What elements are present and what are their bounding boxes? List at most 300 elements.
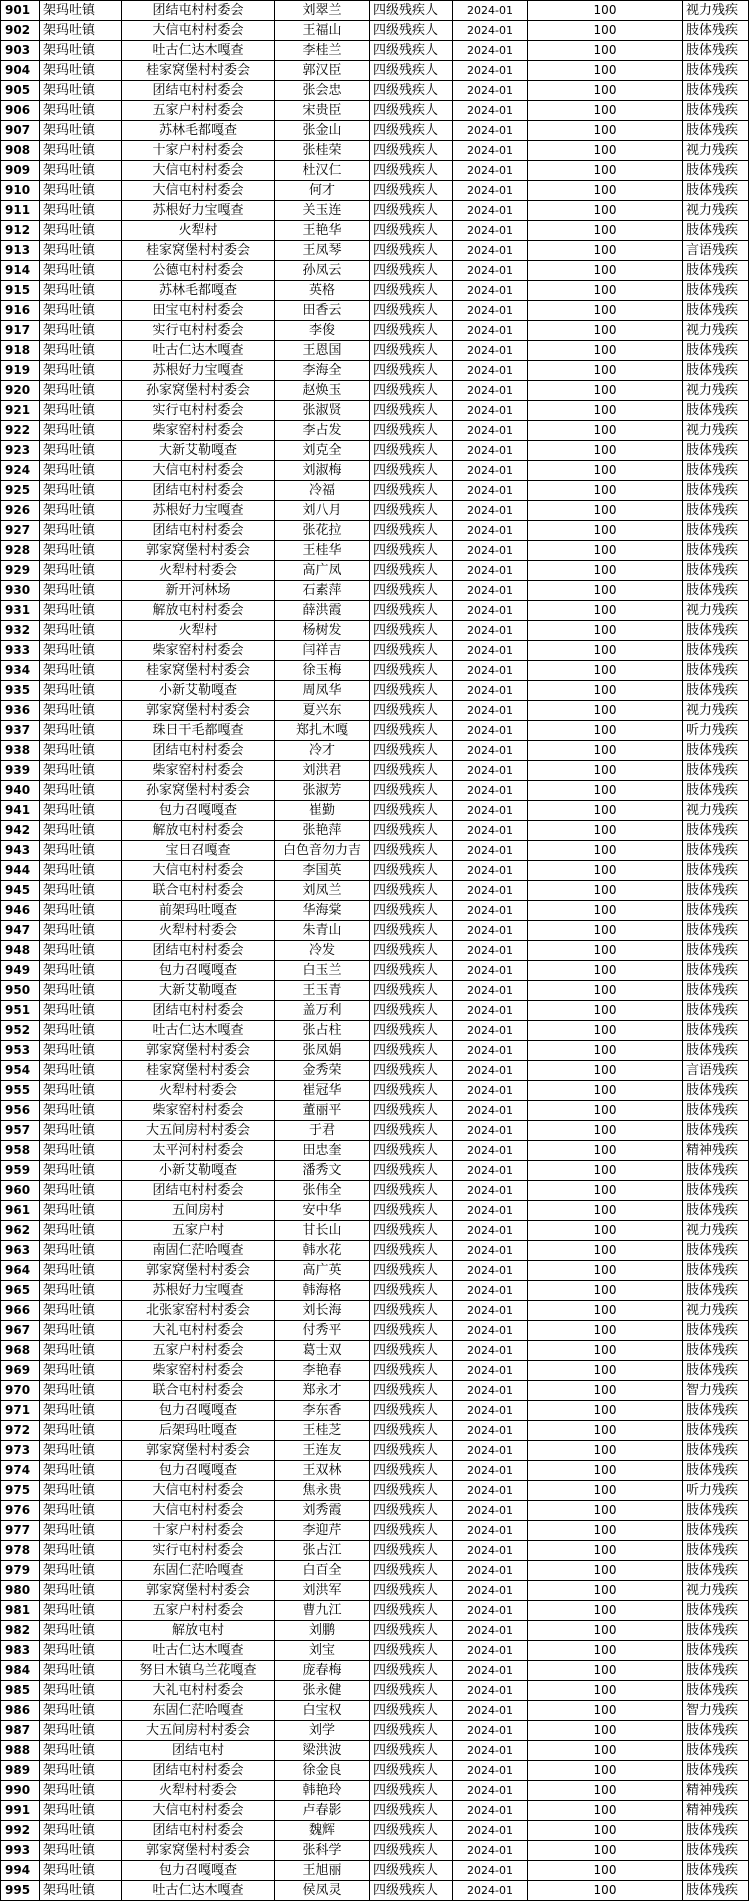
row-number-cell[interactable]: 965 xyxy=(1,1281,40,1301)
town-cell[interactable]: 架玛吐镇 xyxy=(40,1081,122,1101)
disability-type-cell[interactable]: 视力残疾 xyxy=(683,801,749,821)
amount-cell[interactable]: 100 xyxy=(528,281,683,301)
amount-cell[interactable]: 100 xyxy=(528,1441,683,1461)
disability-level-cell[interactable]: 四级残疾人 xyxy=(370,1461,453,1481)
town-cell[interactable]: 架玛吐镇 xyxy=(40,1741,122,1761)
amount-cell[interactable]: 100 xyxy=(528,1141,683,1161)
town-cell[interactable]: 架玛吐镇 xyxy=(40,1261,122,1281)
disability-level-cell[interactable]: 四级残疾人 xyxy=(370,1421,453,1441)
date-cell[interactable]: 2024-01 xyxy=(453,721,528,741)
village-cell[interactable]: 实行屯村村委会 xyxy=(122,1541,275,1561)
date-cell[interactable]: 2024-01 xyxy=(453,481,528,501)
name-cell[interactable]: 高广凤 xyxy=(275,561,370,581)
village-cell[interactable]: 大信屯村村委会 xyxy=(122,461,275,481)
amount-cell[interactable]: 100 xyxy=(528,541,683,561)
amount-cell[interactable]: 100 xyxy=(528,181,683,201)
name-cell[interactable]: 刘秀霞 xyxy=(275,1501,370,1521)
row-number-cell[interactable]: 942 xyxy=(1,821,40,841)
village-cell[interactable]: 苏根好力宝嘎查 xyxy=(122,1281,275,1301)
disability-type-cell[interactable]: 视力残疾 xyxy=(683,421,749,441)
row-number-cell[interactable]: 936 xyxy=(1,701,40,721)
disability-type-cell[interactable]: 肢体残疾 xyxy=(683,921,749,941)
row-number-cell[interactable]: 967 xyxy=(1,1321,40,1341)
date-cell[interactable]: 2024-01 xyxy=(453,821,528,841)
date-cell[interactable]: 2024-01 xyxy=(453,221,528,241)
disability-type-cell[interactable]: 肢体残疾 xyxy=(683,481,749,501)
date-cell[interactable]: 2024-01 xyxy=(453,1,528,21)
row-number-cell[interactable]: 971 xyxy=(1,1401,40,1421)
amount-cell[interactable]: 100 xyxy=(528,1221,683,1241)
name-cell[interactable]: 李俊 xyxy=(275,321,370,341)
row-number-cell[interactable]: 910 xyxy=(1,181,40,201)
date-cell[interactable]: 2024-01 xyxy=(453,1781,528,1801)
disability-type-cell[interactable]: 肢体残疾 xyxy=(683,1401,749,1421)
date-cell[interactable]: 2024-01 xyxy=(453,121,528,141)
row-number-cell[interactable]: 988 xyxy=(1,1741,40,1761)
town-cell[interactable]: 架玛吐镇 xyxy=(40,1801,122,1821)
date-cell[interactable]: 2024-01 xyxy=(453,581,528,601)
amount-cell[interactable]: 100 xyxy=(528,1081,683,1101)
disability-type-cell[interactable]: 肢体残疾 xyxy=(683,981,749,1001)
name-cell[interactable]: 梁洪波 xyxy=(275,1741,370,1761)
date-cell[interactable]: 2024-01 xyxy=(453,541,528,561)
disability-type-cell[interactable]: 肢体残疾 xyxy=(683,541,749,561)
disability-type-cell[interactable]: 肢体残疾 xyxy=(683,1741,749,1761)
row-number-cell[interactable]: 969 xyxy=(1,1361,40,1381)
row-number-cell[interactable]: 974 xyxy=(1,1461,40,1481)
disability-level-cell[interactable]: 四级残疾人 xyxy=(370,321,453,341)
town-cell[interactable]: 架玛吐镇 xyxy=(40,81,122,101)
disability-level-cell[interactable]: 四级残疾人 xyxy=(370,1621,453,1641)
disability-level-cell[interactable]: 四级残疾人 xyxy=(370,21,453,41)
town-cell[interactable]: 架玛吐镇 xyxy=(40,1501,122,1521)
town-cell[interactable]: 架玛吐镇 xyxy=(40,1781,122,1801)
disability-type-cell[interactable]: 言语残疾 xyxy=(683,241,749,261)
town-cell[interactable]: 架玛吐镇 xyxy=(40,661,122,681)
disability-type-cell[interactable]: 肢体残疾 xyxy=(683,1541,749,1561)
disability-level-cell[interactable]: 四级残疾人 xyxy=(370,1741,453,1761)
date-cell[interactable]: 2024-01 xyxy=(453,381,528,401)
name-cell[interactable]: 李桂兰 xyxy=(275,41,370,61)
village-cell[interactable]: 五家户村村委会 xyxy=(122,1341,275,1361)
town-cell[interactable]: 架玛吐镇 xyxy=(40,961,122,981)
date-cell[interactable]: 2024-01 xyxy=(453,261,528,281)
village-cell[interactable]: 公德屯村村委会 xyxy=(122,261,275,281)
disability-type-cell[interactable]: 肢体残疾 xyxy=(683,901,749,921)
disability-level-cell[interactable]: 四级残疾人 xyxy=(370,521,453,541)
date-cell[interactable]: 2024-01 xyxy=(453,1221,528,1241)
amount-cell[interactable]: 100 xyxy=(528,221,683,241)
village-cell[interactable]: 吐古仁达木嘎查 xyxy=(122,1881,275,1901)
disability-type-cell[interactable]: 肢体残疾 xyxy=(683,1641,749,1661)
town-cell[interactable]: 架玛吐镇 xyxy=(40,201,122,221)
name-cell[interactable]: 张科学 xyxy=(275,1841,370,1861)
village-cell[interactable]: 柴家窑村村委会 xyxy=(122,1101,275,1121)
disability-type-cell[interactable]: 肢体残疾 xyxy=(683,521,749,541)
disability-type-cell[interactable]: 肢体残疾 xyxy=(683,1341,749,1361)
amount-cell[interactable]: 100 xyxy=(528,1341,683,1361)
disability-level-cell[interactable]: 四级残疾人 xyxy=(370,1021,453,1041)
disability-level-cell[interactable]: 四级残疾人 xyxy=(370,681,453,701)
row-number-cell[interactable]: 926 xyxy=(1,501,40,521)
disability-level-cell[interactable]: 四级残疾人 xyxy=(370,781,453,801)
village-cell[interactable]: 新开河林场 xyxy=(122,581,275,601)
disability-type-cell[interactable]: 肢体残疾 xyxy=(683,1761,749,1781)
name-cell[interactable]: 王福山 xyxy=(275,21,370,41)
row-number-cell[interactable]: 932 xyxy=(1,621,40,641)
disability-level-cell[interactable]: 四级残疾人 xyxy=(370,1041,453,1061)
date-cell[interactable]: 2024-01 xyxy=(453,841,528,861)
row-number-cell[interactable]: 912 xyxy=(1,221,40,241)
row-number-cell[interactable]: 950 xyxy=(1,981,40,1001)
date-cell[interactable]: 2024-01 xyxy=(453,1701,528,1721)
row-number-cell[interactable]: 928 xyxy=(1,541,40,561)
name-cell[interactable]: 李国英 xyxy=(275,861,370,881)
name-cell[interactable]: 张会忠 xyxy=(275,81,370,101)
disability-type-cell[interactable]: 肢体残疾 xyxy=(683,1881,749,1901)
disability-type-cell[interactable]: 肢体残疾 xyxy=(683,881,749,901)
disability-type-cell[interactable]: 肢体残疾 xyxy=(683,741,749,761)
amount-cell[interactable]: 100 xyxy=(528,381,683,401)
village-cell[interactable]: 大信屯村村委会 xyxy=(122,861,275,881)
date-cell[interactable]: 2024-01 xyxy=(453,1241,528,1261)
town-cell[interactable]: 架玛吐镇 xyxy=(40,1641,122,1661)
amount-cell[interactable]: 100 xyxy=(528,961,683,981)
name-cell[interactable]: 张淑贤 xyxy=(275,401,370,421)
date-cell[interactable]: 2024-01 xyxy=(453,1201,528,1221)
name-cell[interactable]: 王桂芝 xyxy=(275,1421,370,1441)
date-cell[interactable]: 2024-01 xyxy=(453,561,528,581)
town-cell[interactable]: 架玛吐镇 xyxy=(40,1,122,21)
row-number-cell[interactable]: 916 xyxy=(1,301,40,321)
row-number-cell[interactable]: 994 xyxy=(1,1861,40,1881)
name-cell[interactable]: 王双林 xyxy=(275,1461,370,1481)
village-cell[interactable]: 桂家窝堡村村委会 xyxy=(122,661,275,681)
amount-cell[interactable]: 100 xyxy=(528,1021,683,1041)
disability-type-cell[interactable]: 肢体残疾 xyxy=(683,1441,749,1461)
date-cell[interactable]: 2024-01 xyxy=(453,1761,528,1781)
disability-type-cell[interactable]: 肢体残疾 xyxy=(683,181,749,201)
disability-level-cell[interactable]: 四级残疾人 xyxy=(370,1521,453,1541)
date-cell[interactable]: 2024-01 xyxy=(453,641,528,661)
name-cell[interactable]: 王凤琴 xyxy=(275,241,370,261)
town-cell[interactable]: 架玛吐镇 xyxy=(40,841,122,861)
town-cell[interactable]: 架玛吐镇 xyxy=(40,1561,122,1581)
date-cell[interactable]: 2024-01 xyxy=(453,501,528,521)
row-number-cell[interactable]: 987 xyxy=(1,1721,40,1741)
name-cell[interactable]: 田香云 xyxy=(275,301,370,321)
disability-level-cell[interactable]: 四级残疾人 xyxy=(370,261,453,281)
amount-cell[interactable]: 100 xyxy=(528,821,683,841)
amount-cell[interactable]: 100 xyxy=(528,981,683,1001)
disability-type-cell[interactable]: 肢体残疾 xyxy=(683,21,749,41)
name-cell[interactable]: 魏辉 xyxy=(275,1821,370,1841)
date-cell[interactable]: 2024-01 xyxy=(453,361,528,381)
disability-level-cell[interactable]: 四级残疾人 xyxy=(370,701,453,721)
village-cell[interactable]: 火犁村 xyxy=(122,621,275,641)
name-cell[interactable]: 杜汉仁 xyxy=(275,161,370,181)
row-number-cell[interactable]: 911 xyxy=(1,201,40,221)
disability-type-cell[interactable]: 肢体残疾 xyxy=(683,361,749,381)
disability-level-cell[interactable]: 四级残疾人 xyxy=(370,481,453,501)
name-cell[interactable]: 张伟全 xyxy=(275,1181,370,1201)
date-cell[interactable]: 2024-01 xyxy=(453,601,528,621)
disability-level-cell[interactable]: 四级残疾人 xyxy=(370,401,453,421)
date-cell[interactable]: 2024-01 xyxy=(453,901,528,921)
village-cell[interactable]: 大信屯村村委会 xyxy=(122,1801,275,1821)
row-number-cell[interactable]: 985 xyxy=(1,1681,40,1701)
village-cell[interactable]: 柴家窑村村委会 xyxy=(122,1361,275,1381)
amount-cell[interactable]: 100 xyxy=(528,921,683,941)
date-cell[interactable]: 2024-01 xyxy=(453,61,528,81)
village-cell[interactable]: 孙家窝堡村村委会 xyxy=(122,381,275,401)
amount-cell[interactable]: 100 xyxy=(528,1561,683,1581)
village-cell[interactable]: 火犁村村委会 xyxy=(122,1781,275,1801)
row-number-cell[interactable]: 980 xyxy=(1,1581,40,1601)
name-cell[interactable]: 夏兴东 xyxy=(275,701,370,721)
date-cell[interactable]: 2024-01 xyxy=(453,981,528,1001)
row-number-cell[interactable]: 913 xyxy=(1,241,40,261)
town-cell[interactable]: 架玛吐镇 xyxy=(40,141,122,161)
village-cell[interactable]: 东固仁茫哈嘎查 xyxy=(122,1561,275,1581)
village-cell[interactable]: 郭家窝堡村村委会 xyxy=(122,1841,275,1861)
disability-type-cell[interactable]: 肢体残疾 xyxy=(683,1601,749,1621)
date-cell[interactable]: 2024-01 xyxy=(453,941,528,961)
village-cell[interactable]: 大五间房村村委会 xyxy=(122,1721,275,1741)
disability-type-cell[interactable]: 肢体残疾 xyxy=(683,81,749,101)
disability-level-cell[interactable]: 四级残疾人 xyxy=(370,501,453,521)
amount-cell[interactable]: 100 xyxy=(528,1261,683,1281)
row-number-cell[interactable]: 962 xyxy=(1,1221,40,1241)
date-cell[interactable]: 2024-01 xyxy=(453,1321,528,1341)
amount-cell[interactable]: 100 xyxy=(528,141,683,161)
date-cell[interactable]: 2024-01 xyxy=(453,161,528,181)
disability-level-cell[interactable]: 四级残疾人 xyxy=(370,341,453,361)
row-number-cell[interactable]: 989 xyxy=(1,1761,40,1781)
disability-type-cell[interactable]: 肢体残疾 xyxy=(683,41,749,61)
disability-level-cell[interactable]: 四级残疾人 xyxy=(370,421,453,441)
disability-level-cell[interactable]: 四级残疾人 xyxy=(370,1581,453,1601)
disability-type-cell[interactable]: 精神残疾 xyxy=(683,1781,749,1801)
village-cell[interactable]: 团结屯村 xyxy=(122,1741,275,1761)
amount-cell[interactable]: 100 xyxy=(528,1201,683,1221)
name-cell[interactable]: 白百全 xyxy=(275,1561,370,1581)
row-number-cell[interactable]: 902 xyxy=(1,21,40,41)
name-cell[interactable]: 华海棠 xyxy=(275,901,370,921)
name-cell[interactable]: 张金山 xyxy=(275,121,370,141)
row-number-cell[interactable]: 944 xyxy=(1,861,40,881)
amount-cell[interactable]: 100 xyxy=(528,641,683,661)
disability-type-cell[interactable]: 肢体残疾 xyxy=(683,761,749,781)
row-number-cell[interactable]: 938 xyxy=(1,741,40,761)
disability-level-cell[interactable]: 四级残疾人 xyxy=(370,741,453,761)
amount-cell[interactable]: 100 xyxy=(528,1061,683,1081)
town-cell[interactable]: 架玛吐镇 xyxy=(40,1241,122,1261)
row-number-cell[interactable]: 990 xyxy=(1,1781,40,1801)
disability-type-cell[interactable]: 肢体残疾 xyxy=(683,1241,749,1261)
date-cell[interactable]: 2024-01 xyxy=(453,421,528,441)
name-cell[interactable]: 石素萍 xyxy=(275,581,370,601)
disability-level-cell[interactable]: 四级残疾人 xyxy=(370,841,453,861)
disability-type-cell[interactable]: 肢体残疾 xyxy=(683,1681,749,1701)
disability-type-cell[interactable]: 精神残疾 xyxy=(683,1141,749,1161)
amount-cell[interactable]: 100 xyxy=(528,461,683,481)
row-number-cell[interactable]: 977 xyxy=(1,1521,40,1541)
amount-cell[interactable]: 100 xyxy=(528,341,683,361)
amount-cell[interactable]: 100 xyxy=(528,1321,683,1341)
row-number-cell[interactable]: 914 xyxy=(1,261,40,281)
row-number-cell[interactable]: 927 xyxy=(1,521,40,541)
disability-level-cell[interactable]: 四级残疾人 xyxy=(370,201,453,221)
date-cell[interactable]: 2024-01 xyxy=(453,621,528,641)
row-number-cell[interactable]: 993 xyxy=(1,1841,40,1861)
amount-cell[interactable]: 100 xyxy=(528,421,683,441)
amount-cell[interactable]: 100 xyxy=(528,401,683,421)
row-number-cell[interactable]: 955 xyxy=(1,1081,40,1101)
village-cell[interactable]: 团结屯村村委会 xyxy=(122,941,275,961)
row-number-cell[interactable]: 901 xyxy=(1,1,40,21)
disability-level-cell[interactable]: 四级残疾人 xyxy=(370,241,453,261)
disability-type-cell[interactable]: 肢体残疾 xyxy=(683,1361,749,1381)
row-number-cell[interactable]: 915 xyxy=(1,281,40,301)
row-number-cell[interactable]: 947 xyxy=(1,921,40,941)
date-cell[interactable]: 2024-01 xyxy=(453,341,528,361)
village-cell[interactable]: 前架玛吐嘎查 xyxy=(122,901,275,921)
date-cell[interactable]: 2024-01 xyxy=(453,201,528,221)
name-cell[interactable]: 张桂荣 xyxy=(275,141,370,161)
town-cell[interactable]: 架玛吐镇 xyxy=(40,1581,122,1601)
name-cell[interactable]: 李东香 xyxy=(275,1401,370,1421)
name-cell[interactable]: 张凤娟 xyxy=(275,1041,370,1061)
amount-cell[interactable]: 100 xyxy=(528,601,683,621)
amount-cell[interactable]: 100 xyxy=(528,781,683,801)
village-cell[interactable]: 团结屯村村委会 xyxy=(122,1,275,21)
town-cell[interactable]: 架玛吐镇 xyxy=(40,241,122,261)
date-cell[interactable]: 2024-01 xyxy=(453,301,528,321)
village-cell[interactable]: 五家户村 xyxy=(122,1221,275,1241)
amount-cell[interactable]: 100 xyxy=(528,621,683,641)
village-cell[interactable]: 团结屯村村委会 xyxy=(122,1001,275,1021)
row-number-cell[interactable]: 933 xyxy=(1,641,40,661)
name-cell[interactable]: 郑永才 xyxy=(275,1381,370,1401)
row-number-cell[interactable]: 952 xyxy=(1,1021,40,1041)
disability-level-cell[interactable]: 四级残疾人 xyxy=(370,1501,453,1521)
row-number-cell[interactable]: 906 xyxy=(1,101,40,121)
disability-level-cell[interactable]: 四级残疾人 xyxy=(370,361,453,381)
amount-cell[interactable]: 100 xyxy=(528,1421,683,1441)
town-cell[interactable]: 架玛吐镇 xyxy=(40,1601,122,1621)
amount-cell[interactable]: 100 xyxy=(528,81,683,101)
amount-cell[interactable]: 100 xyxy=(528,121,683,141)
disability-type-cell[interactable]: 肢体残疾 xyxy=(683,341,749,361)
village-cell[interactable]: 大礼屯村村委会 xyxy=(122,1681,275,1701)
amount-cell[interactable]: 100 xyxy=(528,741,683,761)
village-cell[interactable]: 苏林毛都嘎查 xyxy=(122,121,275,141)
name-cell[interactable]: 刘洪军 xyxy=(275,1581,370,1601)
name-cell[interactable]: 高广英 xyxy=(275,1261,370,1281)
row-number-cell[interactable]: 972 xyxy=(1,1421,40,1441)
town-cell[interactable]: 架玛吐镇 xyxy=(40,1281,122,1301)
date-cell[interactable]: 2024-01 xyxy=(453,741,528,761)
town-cell[interactable]: 架玛吐镇 xyxy=(40,1841,122,1861)
disability-type-cell[interactable]: 视力残疾 xyxy=(683,141,749,161)
name-cell[interactable]: 何才 xyxy=(275,181,370,201)
disability-type-cell[interactable]: 肢体残疾 xyxy=(683,1821,749,1841)
town-cell[interactable]: 架玛吐镇 xyxy=(40,1701,122,1721)
name-cell[interactable]: 刘学 xyxy=(275,1721,370,1741)
row-number-cell[interactable]: 923 xyxy=(1,441,40,461)
name-cell[interactable]: 付秀平 xyxy=(275,1321,370,1341)
village-cell[interactable]: 宝日召嘎查 xyxy=(122,841,275,861)
disability-type-cell[interactable]: 肢体残疾 xyxy=(683,61,749,81)
name-cell[interactable]: 曹九江 xyxy=(275,1601,370,1621)
name-cell[interactable]: 王艳华 xyxy=(275,221,370,241)
amount-cell[interactable]: 100 xyxy=(528,1301,683,1321)
row-number-cell[interactable]: 978 xyxy=(1,1541,40,1561)
disability-level-cell[interactable]: 四级残疾人 xyxy=(370,901,453,921)
disability-type-cell[interactable]: 肢体残疾 xyxy=(683,621,749,641)
disability-type-cell[interactable]: 视力残疾 xyxy=(683,381,749,401)
amount-cell[interactable]: 100 xyxy=(528,941,683,961)
disability-type-cell[interactable]: 肢体残疾 xyxy=(683,501,749,521)
town-cell[interactable]: 架玛吐镇 xyxy=(40,721,122,741)
disability-level-cell[interactable]: 四级残疾人 xyxy=(370,1601,453,1621)
amount-cell[interactable]: 100 xyxy=(528,1461,683,1481)
disability-level-cell[interactable]: 四级残疾人 xyxy=(370,881,453,901)
disability-type-cell[interactable]: 肢体残疾 xyxy=(683,861,749,881)
date-cell[interactable]: 2024-01 xyxy=(453,661,528,681)
town-cell[interactable]: 架玛吐镇 xyxy=(40,1381,122,1401)
disability-level-cell[interactable]: 四级残疾人 xyxy=(370,101,453,121)
town-cell[interactable]: 架玛吐镇 xyxy=(40,1001,122,1021)
town-cell[interactable]: 架玛吐镇 xyxy=(40,161,122,181)
town-cell[interactable]: 架玛吐镇 xyxy=(40,1401,122,1421)
town-cell[interactable]: 架玛吐镇 xyxy=(40,1661,122,1681)
disability-level-cell[interactable]: 四级残疾人 xyxy=(370,1241,453,1261)
town-cell[interactable]: 架玛吐镇 xyxy=(40,1681,122,1701)
row-number-cell[interactable]: 979 xyxy=(1,1561,40,1581)
date-cell[interactable]: 2024-01 xyxy=(453,101,528,121)
row-number-cell[interactable]: 986 xyxy=(1,1701,40,1721)
row-number-cell[interactable]: 956 xyxy=(1,1101,40,1121)
name-cell[interactable]: 孙凤云 xyxy=(275,261,370,281)
disability-type-cell[interactable]: 肢体残疾 xyxy=(683,1861,749,1881)
disability-type-cell[interactable]: 肢体残疾 xyxy=(683,581,749,601)
date-cell[interactable]: 2024-01 xyxy=(453,1661,528,1681)
town-cell[interactable]: 架玛吐镇 xyxy=(40,681,122,701)
amount-cell[interactable]: 100 xyxy=(528,1601,683,1621)
village-cell[interactable]: 柴家窑村村委会 xyxy=(122,421,275,441)
amount-cell[interactable]: 100 xyxy=(528,761,683,781)
date-cell[interactable]: 2024-01 xyxy=(453,241,528,261)
town-cell[interactable]: 架玛吐镇 xyxy=(40,1461,122,1481)
date-cell[interactable]: 2024-01 xyxy=(453,1441,528,1461)
village-cell[interactable]: 郭家窝堡村村委会 xyxy=(122,701,275,721)
disability-type-cell[interactable]: 肢体残疾 xyxy=(683,1841,749,1861)
date-cell[interactable]: 2024-01 xyxy=(453,1261,528,1281)
town-cell[interactable]: 架玛吐镇 xyxy=(40,1541,122,1561)
town-cell[interactable]: 架玛吐镇 xyxy=(40,421,122,441)
name-cell[interactable]: 刘宝 xyxy=(275,1641,370,1661)
row-number-cell[interactable]: 981 xyxy=(1,1601,40,1621)
date-cell[interactable]: 2024-01 xyxy=(453,861,528,881)
date-cell[interactable]: 2024-01 xyxy=(453,1821,528,1841)
date-cell[interactable]: 2024-01 xyxy=(453,1461,528,1481)
disability-level-cell[interactable]: 四级残疾人 xyxy=(370,1821,453,1841)
disability-type-cell[interactable]: 肢体残疾 xyxy=(683,1161,749,1181)
disability-level-cell[interactable]: 四级残疾人 xyxy=(370,1801,453,1821)
amount-cell[interactable]: 100 xyxy=(528,1361,683,1381)
